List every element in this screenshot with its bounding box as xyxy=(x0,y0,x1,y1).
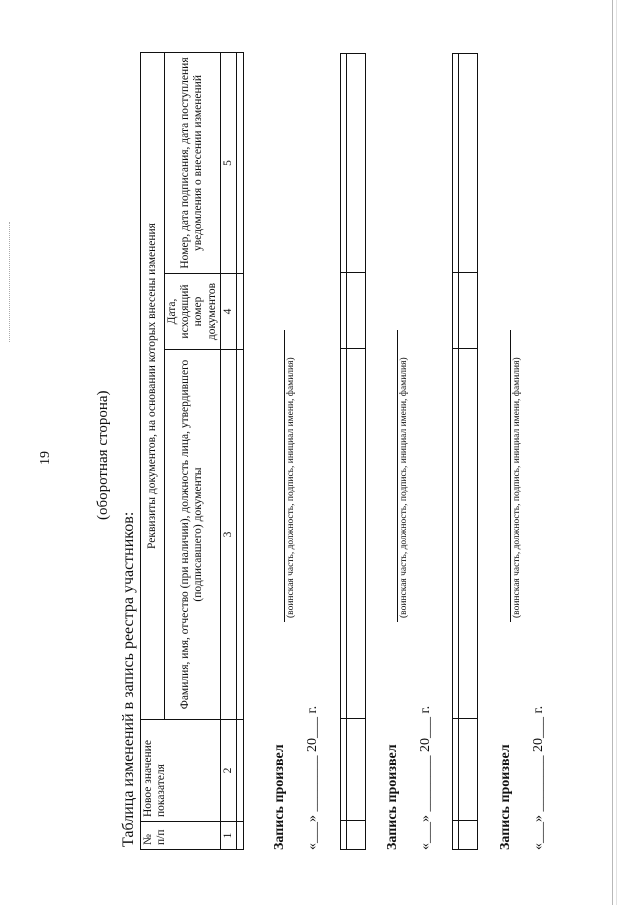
page-subtitle: (оборотная сторона) xyxy=(95,390,111,520)
header-signer: Фамилия, имя, отчество (при наличии), должность лица, утвердившего (подписавшего) документы xyxy=(165,350,221,720)
signature-line xyxy=(510,330,511,622)
signature-line xyxy=(397,330,398,622)
col-number-5: 5 xyxy=(220,53,236,274)
table-cell-empty xyxy=(237,822,244,850)
col-number-1: 1 xyxy=(220,822,236,850)
signature-date: «___» ________ 20___ г. xyxy=(418,705,433,850)
signature-caption: (воинская часть, должность, подпись, инициал имени, фамилия) xyxy=(399,357,409,618)
header-date-number: Дата, исходящий номер документов xyxy=(165,274,221,350)
header-doc-requisites: Реквизиты документов, на основании которых внесены изменения xyxy=(141,53,165,720)
signature-title: Запись произвел xyxy=(498,744,513,850)
changes-table xyxy=(140,52,244,850)
signature-date: «___» ________ 20___ г. xyxy=(305,705,320,850)
page-number: 19 xyxy=(38,451,53,465)
table-cell-empty xyxy=(237,720,244,822)
table-cell-empty xyxy=(237,53,244,274)
signature-block xyxy=(498,330,588,850)
table-continuation-strip xyxy=(452,53,478,850)
header-new-value: Новое значение показателя xyxy=(141,720,221,822)
signature-date: «___» ________ 20___ г. xyxy=(531,705,546,850)
table-cell-empty xyxy=(237,350,244,720)
table-title: Таблица изменений в запись реестра участников: xyxy=(120,511,137,847)
col-number-3: 3 xyxy=(220,350,236,720)
col-number-4: 4 xyxy=(220,274,236,350)
signature-caption: (воинская часть, должность, подпись, инициал имени, фамилия) xyxy=(512,357,522,618)
table-cell-empty xyxy=(237,274,244,350)
signature-caption: (воинская часть, должность, подпись, инициал имени, фамилия) xyxy=(286,357,296,618)
col-number-2: 2 xyxy=(220,720,236,822)
header-notification: Номер, дата подписания, дата поступления уведомления о внесении изменений xyxy=(165,53,221,274)
table-continuation-strip xyxy=(340,53,366,850)
signature-title: Запись произвел xyxy=(272,744,287,850)
header-num: № п/п xyxy=(141,822,221,850)
signature-title: Запись произвел xyxy=(385,744,400,850)
signature-line xyxy=(284,330,285,622)
